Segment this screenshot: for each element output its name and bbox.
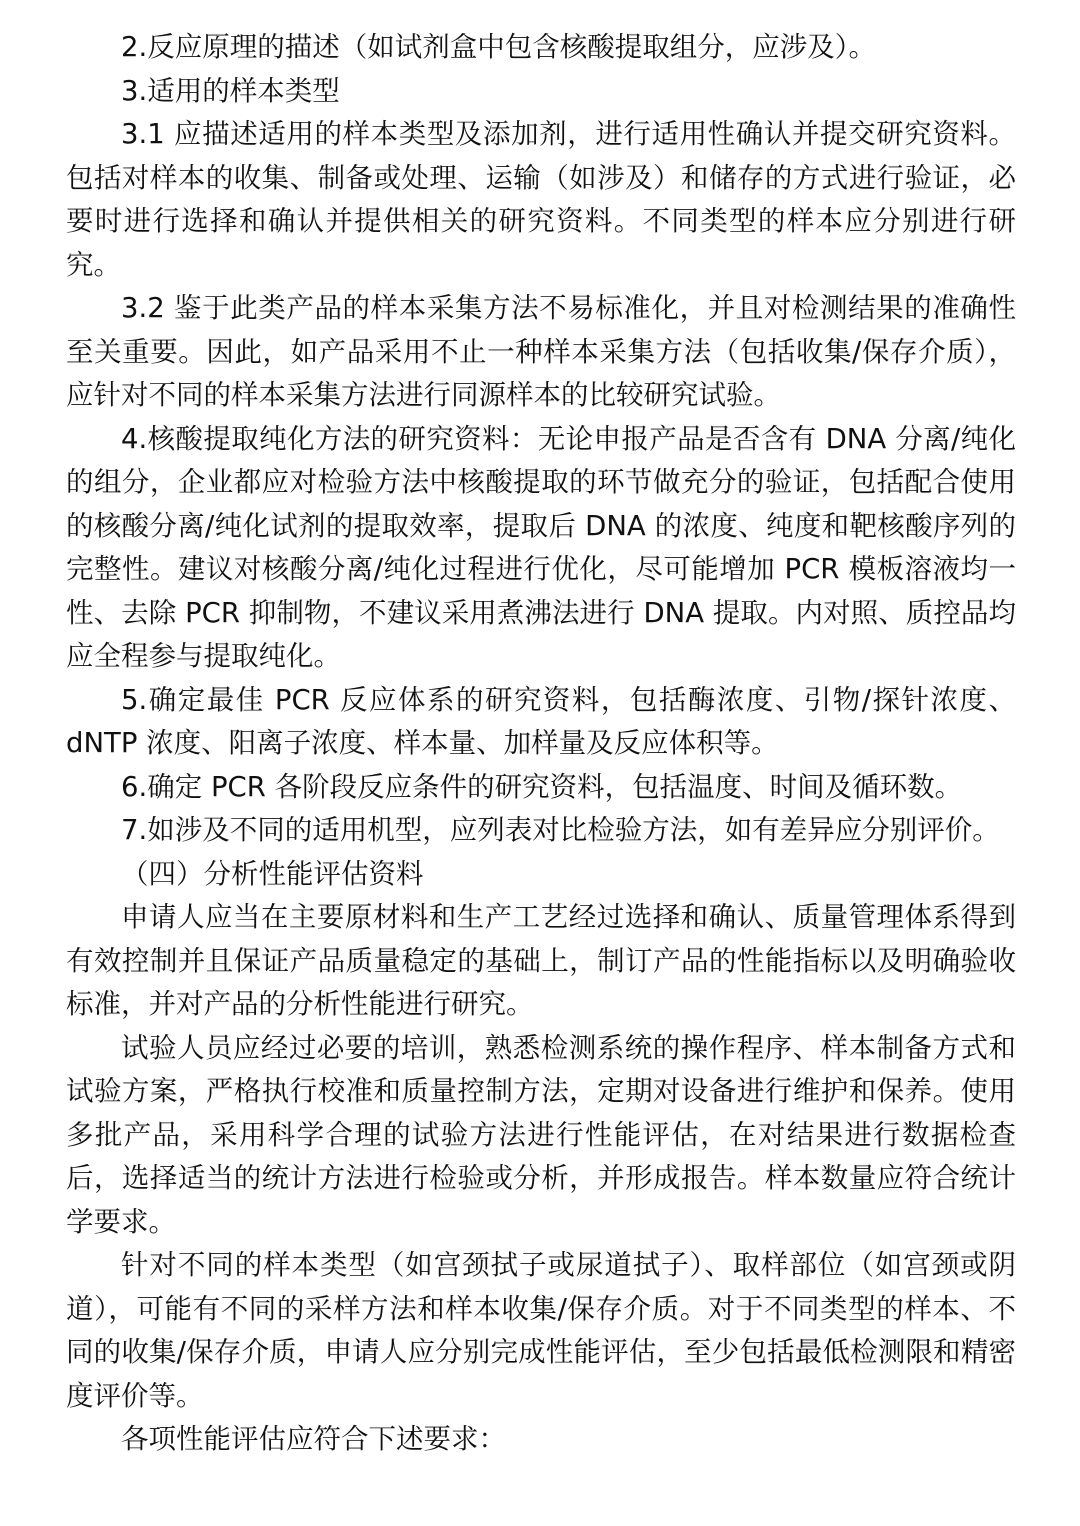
paragraph-3-1: 3.1 应描述适用的样本类型及添加剂，进行适用性确认并提交研究资料。包括对样本的收集、制备或处理、运输（如涉及）和储存的方式进行验证，必要时进行选择和确认并提供相关的研究资料。不同类型的样本应分别进行研究。 <box>66 118 1016 281</box>
paragraph-3-2: 3.2 鉴于此类产品的样本采集方法不易标准化，并且对检测结果的准确性至关重要。因此，如产品采用不止一种样本采集方法（包括收集/保存介质），应针对不同的样本采集方法进行同源样本的比较研究试验。 <box>66 292 1016 411</box>
paragraph-evaluation-requirements: 各项性能评估应符合下述要求： <box>121 1423 506 1455</box>
paragraph-reaction-principle: 2.反应原理的描述（如试剂盒中包含核酸提取组分，应涉及）。 <box>121 31 876 63</box>
paragraph-applicant-requirements: 申请人应当在主要原材料和生产工艺经过选择和确认、质量管理体系得到有效控制并且保证产品质量稳定的基础上，制订产品的性能指标以及明确验收标准，并对产品的分析性能进行研究。 <box>66 901 1016 1020</box>
paragraph-tester-requirements: 试验人员应经过必要的培训，熟悉检测系统的操作程序、样本制备方式和试验方案，严格执行校准和质量控制方法，定期对设备进行维护和保养。使用多批产品，采用科学合理的试验方法进行性能评估，在对结果进行数据检查后，选择适当的统计方法进行检验或分析，并形成报告。样本数量应符合统计学要求。 <box>66 1031 1016 1238</box>
document-body <box>66 26 1016 1462</box>
paragraph-sample-type-evaluation: 针对不同的样本类型（如宫颈拭子或尿道拭子）、取样部位（如宫颈或阴道），可能有不同的采样方法和样本收集/保存介质。对于不同类型的样本、不同的收集/保存介质，申请人应分别完成性能评估，至少包括最低检测限和精密度评价等。 <box>66 1249 1016 1412</box>
heading-analytical-performance: （四）分析性能评估资料 <box>121 857 424 890</box>
paragraph-4-nucleic-acid-extraction: 4.核酸提取纯化方法的研究资料：无论申报产品是否含有 DNA 分离/纯化的组分，企业都应对检验方法中核酸提取的环节做充分的验证，包括配合使用的核酸分离/纯化试剂的提取效率，提取后 DNA 的浓度、纯度和靶核酸序列的完整性。建议对核酸分离/纯化过程进行优化，尽可能增加 PCR 模板溶液均一性、去除 PCR 抑制物，不建议采用煮沸法进行 DNA 提取。内对照、质控品均应全程参与提取纯化。 <box>66 422 1016 672</box>
paragraph-6-pcr-conditions: 6.确定 PCR 各阶段反应条件的研究资料，包括温度、时间及循环数。 <box>121 770 963 803</box>
heading-sample-types: 3.适用的样本类型 <box>121 74 340 107</box>
paragraph-7-instrument-models: 7.如涉及不同的适用机型，应列表对比检验方法，如有差异应分别评价。 <box>121 814 1000 846</box>
paragraph-5-pcr-system: 5.确定最佳 PCR 反应体系的研究资料，包括酶浓度、引物/探针浓度、dNTP 浓度、阳离子浓度、样本量、加样量及反应体积等。 <box>66 683 1016 759</box>
